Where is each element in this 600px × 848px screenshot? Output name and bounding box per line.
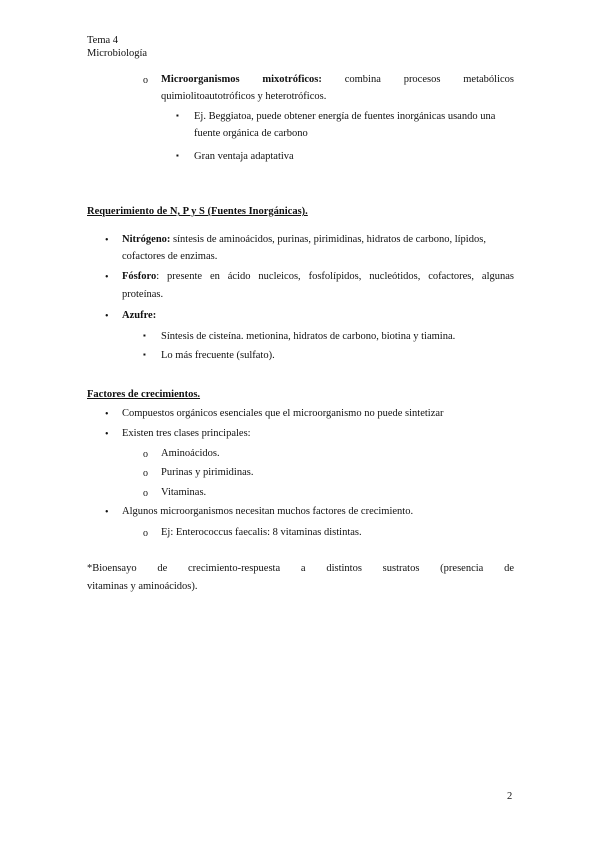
- dot-bullet-icon: •: [105, 409, 109, 420]
- phosphorus-line2: proteínas.: [122, 289, 164, 300]
- dot-bullet-icon: •: [105, 272, 109, 283]
- mixotrophs-line1: [161, 73, 514, 87]
- dot-bullet-icon: •: [105, 507, 109, 518]
- circle-bullet-icon: o: [143, 488, 148, 499]
- square-bullet-icon: ▪: [143, 350, 146, 359]
- mixotrophs-line2: quimiolitoautotróficos y heterotróficos.: [161, 91, 327, 102]
- growth-factors-item2: Existen tres clases principales:: [122, 428, 251, 439]
- nitrogen-line1: [122, 233, 486, 247]
- circle-bullet-icon: o: [143, 449, 148, 460]
- square-bullet-icon: ▪: [176, 111, 179, 120]
- mixotrophs-text: combina procesos metabólicos: [344, 74, 514, 85]
- phosphorus-text: : presente en ácido nucleicos, fosfolípidos, nucleótidos, cofactores, algunas: [156, 271, 514, 282]
- nitrogen-term: Nitrógeno:: [122, 234, 171, 245]
- section-heading-growth-factors: Factores de crecimientos.: [87, 389, 201, 400]
- class-vitamins: Vitaminas.: [161, 487, 207, 498]
- beggiatoa-example-line1: Ej. Beggiatoa, puede obtener energía de fuentes inorgánicas usando una: [194, 111, 496, 122]
- dot-bullet-icon: •: [105, 235, 109, 246]
- page-number: 2: [507, 791, 513, 802]
- growth-factors-item1: Compuestos orgánicos esenciales que el microorganismo no puede sintetizar: [122, 408, 444, 419]
- footnote-line2: vitaminas y aminoácidos).: [87, 581, 198, 592]
- adaptive-advantage: Gran ventaja adaptativa: [194, 151, 294, 162]
- enterococcus-example: Ej: Enterococcus faecalis: 8 vitaminas distintas.: [161, 527, 362, 538]
- mixotrophs-term: Microorganismos mixotróficos:: [161, 74, 322, 85]
- dot-bullet-icon: •: [105, 429, 109, 440]
- sulfur-term: Azufre:: [122, 310, 157, 321]
- nitrogen-text: síntesis de aminoácidos, purinas, pirimidinas, hidratos de carbono, lípidos,: [173, 234, 486, 245]
- beggiatoa-example-line2: fuente orgánica de carbono: [194, 128, 308, 139]
- header-topic: Tema 4: [87, 35, 119, 46]
- square-bullet-icon: ▪: [143, 331, 146, 340]
- square-bullet-icon: ▪: [176, 151, 179, 160]
- section-heading-nps: Requerimiento de N, P y S (Fuentes Inorgánicas).: [87, 206, 308, 217]
- class-purines: Purinas y pirimidinas.: [161, 467, 254, 478]
- sulfur-item1: Síntesis de cisteína. metionina, hidratos de carbono, biotina y tiamina.: [161, 331, 456, 342]
- dot-bullet-icon: •: [105, 311, 109, 322]
- growth-factors-item3: Algunos microorganismos necesitan muchos factores de crecimiento.: [122, 506, 414, 517]
- class-amino-acids: Aminoácidos.: [161, 448, 220, 459]
- circle-bullet-icon: o: [143, 528, 148, 539]
- phosphorus-term: Fósforo: [122, 271, 157, 282]
- circle-bullet-icon: o: [143, 75, 148, 86]
- nitrogen-line2: cofactores de enzimas.: [122, 251, 218, 262]
- phosphorus-line1: [122, 270, 514, 284]
- circle-bullet-icon: o: [143, 468, 148, 479]
- sulfur-item2: Lo más frecuente (sulfato).: [161, 350, 275, 361]
- footnote-line1: *Bioensayo de crecimiento-respuesta a distintos sustratos (presencia de: [87, 563, 514, 574]
- header-subject: Microbiología: [87, 48, 148, 59]
